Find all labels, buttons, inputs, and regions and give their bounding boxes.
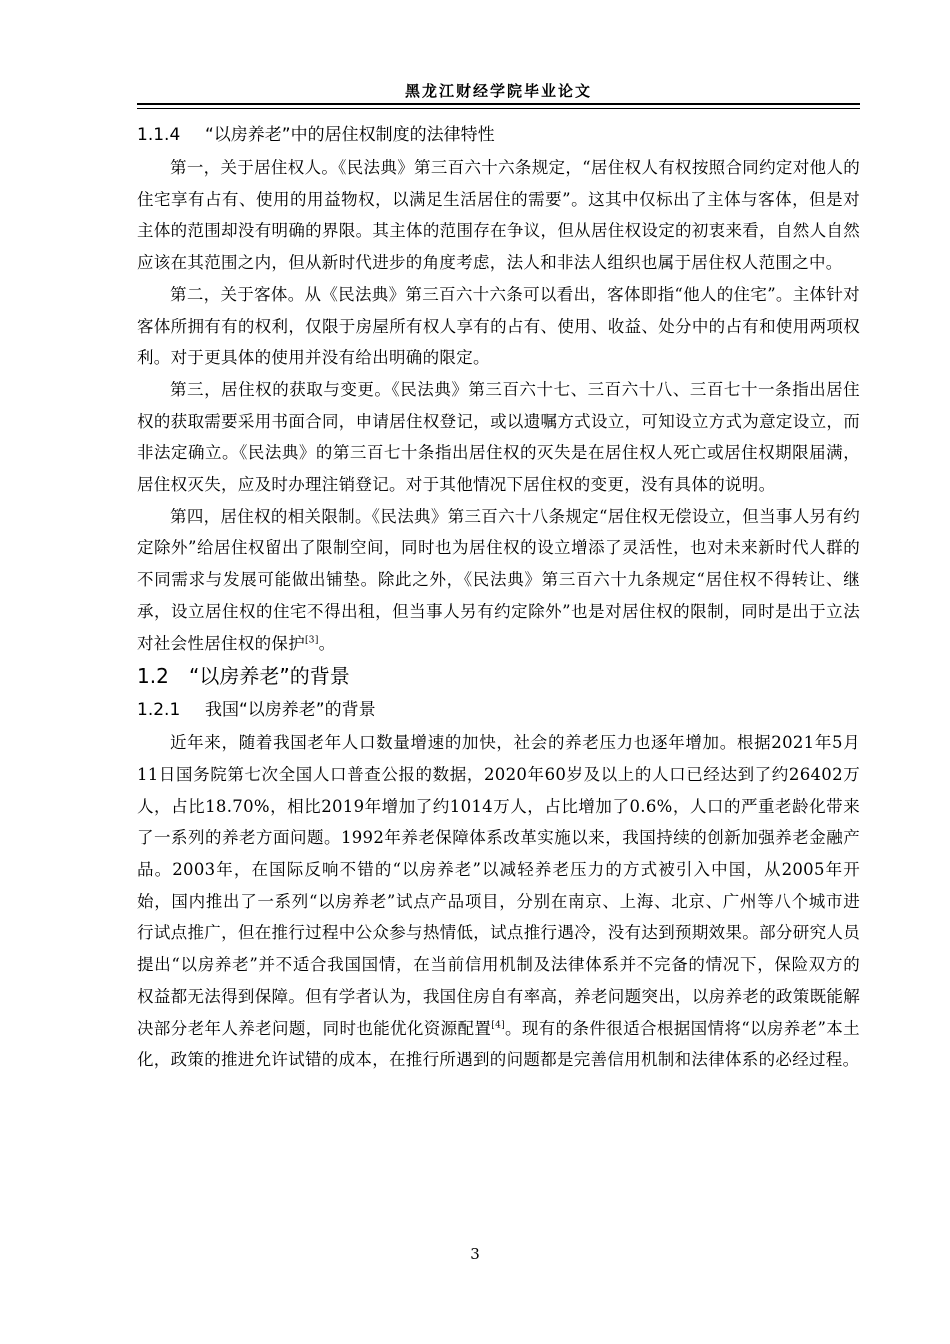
heading-number: 1.2	[137, 664, 169, 689]
heading-number: 1.2.1	[137, 700, 181, 721]
heading-number: 1.1.4	[137, 125, 181, 145]
paragraph-1: 第一，关于居住权人。《民法典》第三百六十六条规定，“居住权人有权按照合同约定对他人的住宅享有占有、使用的用益物权，以满足生活居住的需要”。这其中仅标出了主体与客体，但是对主体的范围却没有明确的界限。其主体的范围存在争议，但从居住权设定的初衷来看，自然人自然应该在其范围之内，但从新时代进步的角度考虑，法人和非法人组织也属于居住权人范围之中。	[137, 158, 860, 273]
paragraph-4-end: 。	[318, 633, 336, 653]
page-number: 3	[470, 1245, 480, 1263]
page-header: 黑龙江财经学院毕业论文	[404, 82, 592, 100]
paragraph-3: 第三，居住权的获取与变更。《民法典》第三百六十七、三百六十八、三百七十一条指出居住权的获取需要采用书面合同，申请居住权登记，或以遗嘱方式设立，可知设立方式为意定设立，而非法定确立。《民法典》的第三百七十条指出居住权的灭失是在居住权人死亡或居住权期限届满，居住权灭失，应及时办理注销登记。对于其他情况下居住权的变更，没有具体的说明。	[137, 379, 860, 495]
heading-title: “以房养老”的背景	[189, 664, 350, 689]
header-rule-thin	[137, 108, 860, 109]
header-rule-thick	[137, 103, 860, 105]
paragraph-2: 第二，关于客体。从《民法典》第三百六十六条可以看出，客体即指“他人的住宅”。主体针对客体所拥有有的权利，仅限于房屋所有权人享有的占有、使用、收益、处分中的占有和使用两项权利。对于更具体的使用并没有给出明确的限定。	[137, 284, 860, 368]
heading-title: 我国“以房养老”的背景	[205, 700, 376, 721]
heading-1-2	[137, 659, 860, 693]
paragraph-5-text: 近年来，随着我国老年人口数量增速的加快，社会的养老压力也逐年增加。根据2021年5月11日国务院第七次全国人口普查公报的数据，2020年60岁及以上的人口已经达到了约26402万人，占比18.70%，相比2019年增加了约1014万人，占比增加了0.6%，人口的严重老龄化带来了一系列的养老方面问题。1992年养老保障体系改革实施以来，我国持续的创新加强养老金融产品。2003年，在国际反响不错的“以房养老”以减轻养老压力的方式被引入中国，从2005年开始，国内推出了一系列“以房养老”试点产品项目，分别在南京、上海、北京、广州等八个城市进行试点推广，但在推行过程中公众参与热情低，试点推行遇冷，没有达到预期效果。部分研究人员提出“以房养老”并不适合我国国情，在当前信用机制及法律体系并不完备的情况下，保险双方的权益都无法得到保障。但有学者认为，我国住房自有率高，养老问题突出，以房养老的政策既能解决部分老年人养老问题，同时也能优化资源配置	[137, 733, 860, 1038]
paragraph-5-end: 。现有的条件很适合根据国情将“以房养老”本土化，政策的推进允许试错的成本，在推行所遇到的问题都是完善信用机制和法律体系的必经过程。	[137, 1018, 860, 1070]
heading-title: “以房养老”中的居住权制度的法律特性	[205, 125, 495, 145]
citation-4: [4]	[491, 1020, 505, 1031]
paragraph-5	[137, 727, 860, 1076]
heading-1-1-4	[137, 118, 860, 152]
paragraph-4-text: 第四，居住权的相关限制。《民法典》第三百六十八条规定“居住权无偿设立，但当事人另有约定除外”给居住权留出了限制空间，同时也为居住权的设立增添了灵活性，也对未来新时代人群的不同需求与发展可能做出铺垫。除此之外，《民法典》第三百六十九条规定“居住权不得转让、继承，设立居住权的住宅不得出租，但当事人另有约定除外”也是对居住权的限制，同时是出于立法对社会性居住权的保护	[137, 506, 860, 653]
page-body	[137, 118, 860, 1076]
paragraph-4	[137, 501, 860, 660]
heading-1-2-1	[137, 693, 860, 727]
citation-3: [3]	[305, 635, 319, 646]
